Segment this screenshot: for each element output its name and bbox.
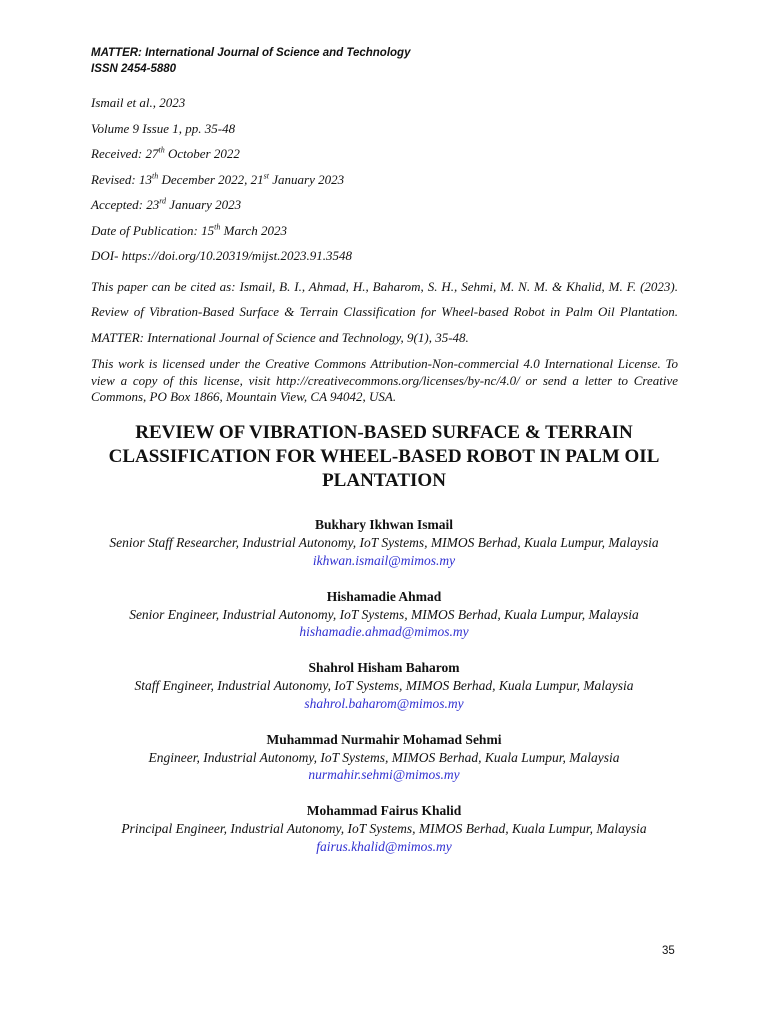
received-date: Received: 27th October 2022: [91, 145, 240, 161]
author-affiliation: Engineer, Industrial Autonomy, IoT Systems, MIMOS Berhad, Kuala Lumpur, Malaysia: [148, 749, 620, 765]
author-name: Hishamadie Ahmad: [326, 588, 442, 604]
volume-issue: Volume 9 Issue 1, pp. 35-48: [91, 120, 236, 136]
author-block: [84, 659, 684, 713]
page-number: 35: [662, 945, 675, 957]
accepted-date: Accepted: 23rd January 2023: [91, 196, 242, 212]
journal-issn: ISSN 2454-5880: [91, 62, 177, 75]
author-affiliation: Senior Staff Researcher, Industrial Autonomy, IoT Systems, MIMOS Berhad, Kuala Lumpur, Malaysia: [109, 535, 659, 550]
paper-title: [80, 421, 688, 493]
author-name: Bukhary Ikhwan Ismail: [314, 517, 454, 532]
title-line: PLANTATION: [322, 470, 446, 491]
citation-text: This paper can be cited as: Ismail, B. I., Ahmad, H., Baharom, S. H., Sehmi, M. N. M. & Khalid, M. F. (2023). Review of Vibration-Based Surface & Terrain Classification for Wheel-based Robot in Palm Oil Plantation. MATTER: International Journal of Science and Technology, 9(1), 35-48.: [91, 278, 678, 345]
journal-header: [91, 46, 410, 77]
author-block: [84, 516, 684, 570]
authors-year: Ismail et al., 2023: [91, 95, 186, 110]
article-metadata: [91, 95, 678, 406]
author-list: [84, 516, 684, 874]
doi-link[interactable]: DOI- https://doi.org/10.20319/mijst.2023.91.3548: [91, 248, 352, 263]
author-email-link[interactable]: shahrol.baharom@mimos.my: [304, 695, 464, 711]
author-name: Mohammad Fairus Khalid: [306, 803, 462, 818]
publication-date: Date of Publication: 15th March 2023: [91, 222, 288, 238]
author-name: Muhammad Nurmahir Mohamad Sehmi: [266, 731, 502, 747]
license-text: This work is licensed under the Creative Commons Attribution-Non-commercial 4.0 International License. To view a copy of this license, visit http://creativecommons.org/licenses/by-nc/4.0/ or send a letter to Creative Commons, PO Box 1866, Mountain View, CA 94042, USA.: [91, 356, 678, 404]
author-email-link[interactable]: hishamadie.ahmad@mimos.my: [299, 624, 469, 639]
author-block: [84, 588, 684, 642]
author-name: Shahrol Hisham Baharom: [308, 660, 460, 675]
author-email-link[interactable]: nurmahir.sehmi@mimos.my: [308, 767, 460, 782]
author-block: [84, 802, 684, 856]
author-email-link[interactable]: fairus.khalid@mimos.my: [316, 838, 452, 854]
revised-date: Revised: 13th December 2022, 21st January 2023: [91, 171, 345, 187]
title-line: REVIEW OF VIBRATION-BASED SURFACE & TERRAIN: [135, 422, 633, 443]
journal-name: MATTER: International Journal of Science and Technology: [91, 47, 411, 59]
author-affiliation: Senior Engineer, Industrial Autonomy, IoT Systems, MIMOS Berhad, Kuala Lumpur, Malaysia: [129, 606, 639, 622]
title-line: CLASSIFICATION FOR WHEEL-BASED ROBOT IN PALM OIL: [108, 446, 660, 467]
author-block: [84, 731, 684, 785]
author-email-link[interactable]: ikhwan.ismail@mimos.my: [312, 552, 456, 568]
author-affiliation: Principal Engineer, Industrial Autonomy, IoT Systems, MIMOS Berhad, Kuala Lumpur, Malaysia: [121, 821, 647, 836]
author-affiliation: Staff Engineer, Industrial Autonomy, IoT Systems, MIMOS Berhad, Kuala Lumpur, Malaysia: [134, 678, 634, 693]
